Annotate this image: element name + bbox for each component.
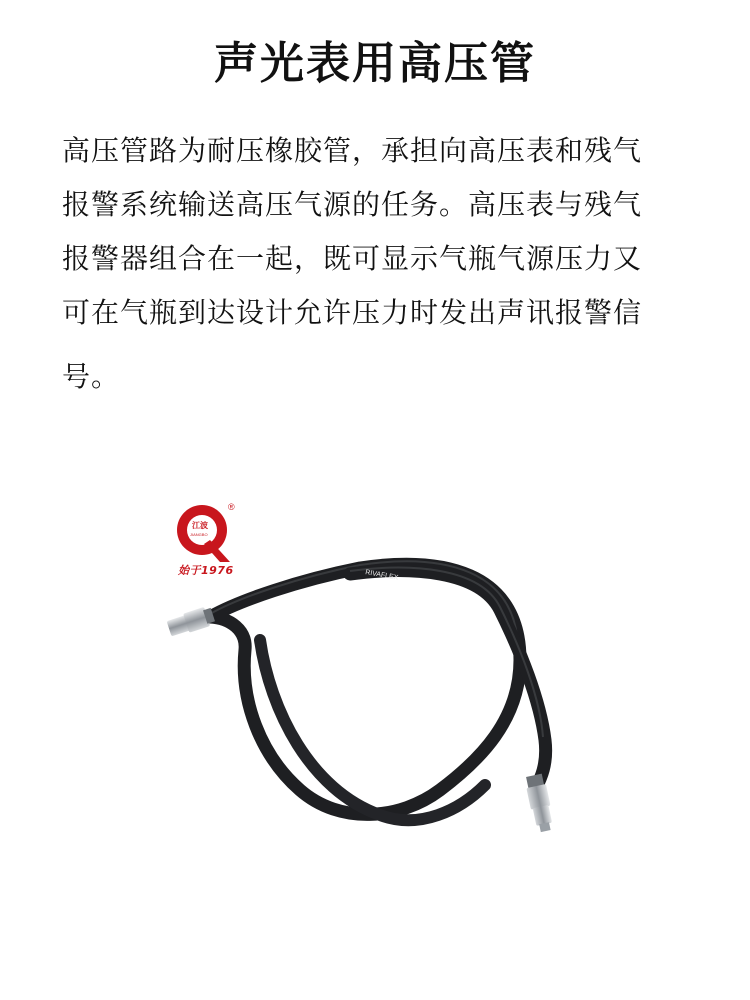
description-line: 高压管路为耐压橡胶管，承担向高压表和残气 [62,134,643,167]
description-line: 可在气瓶到达设计允许压力时发出声讯报警信 [62,296,643,329]
logo-brand-cn: 江波 [192,521,208,530]
description-line: 报警器组合在一起，既可显示气瓶气源压力又 [62,242,643,275]
description-line: 报警系统输送高压气源的任务。高压表与残气 [62,188,643,221]
registered-mark: ® [228,502,235,512]
left-fitting [166,605,216,638]
logo-since-text: 始于1976 [178,564,234,577]
hose-outer-loop [210,564,520,814]
product-description [62,124,688,404]
description-line: 号。 [62,360,121,393]
logo-brand-en: JIANGBO [190,532,208,537]
page-title: 声光表用高压管 [214,38,536,89]
hose-lower-strand [260,640,485,820]
hose-print-text: RIVAFLEX [364,569,399,582]
right-fitting [524,773,555,833]
